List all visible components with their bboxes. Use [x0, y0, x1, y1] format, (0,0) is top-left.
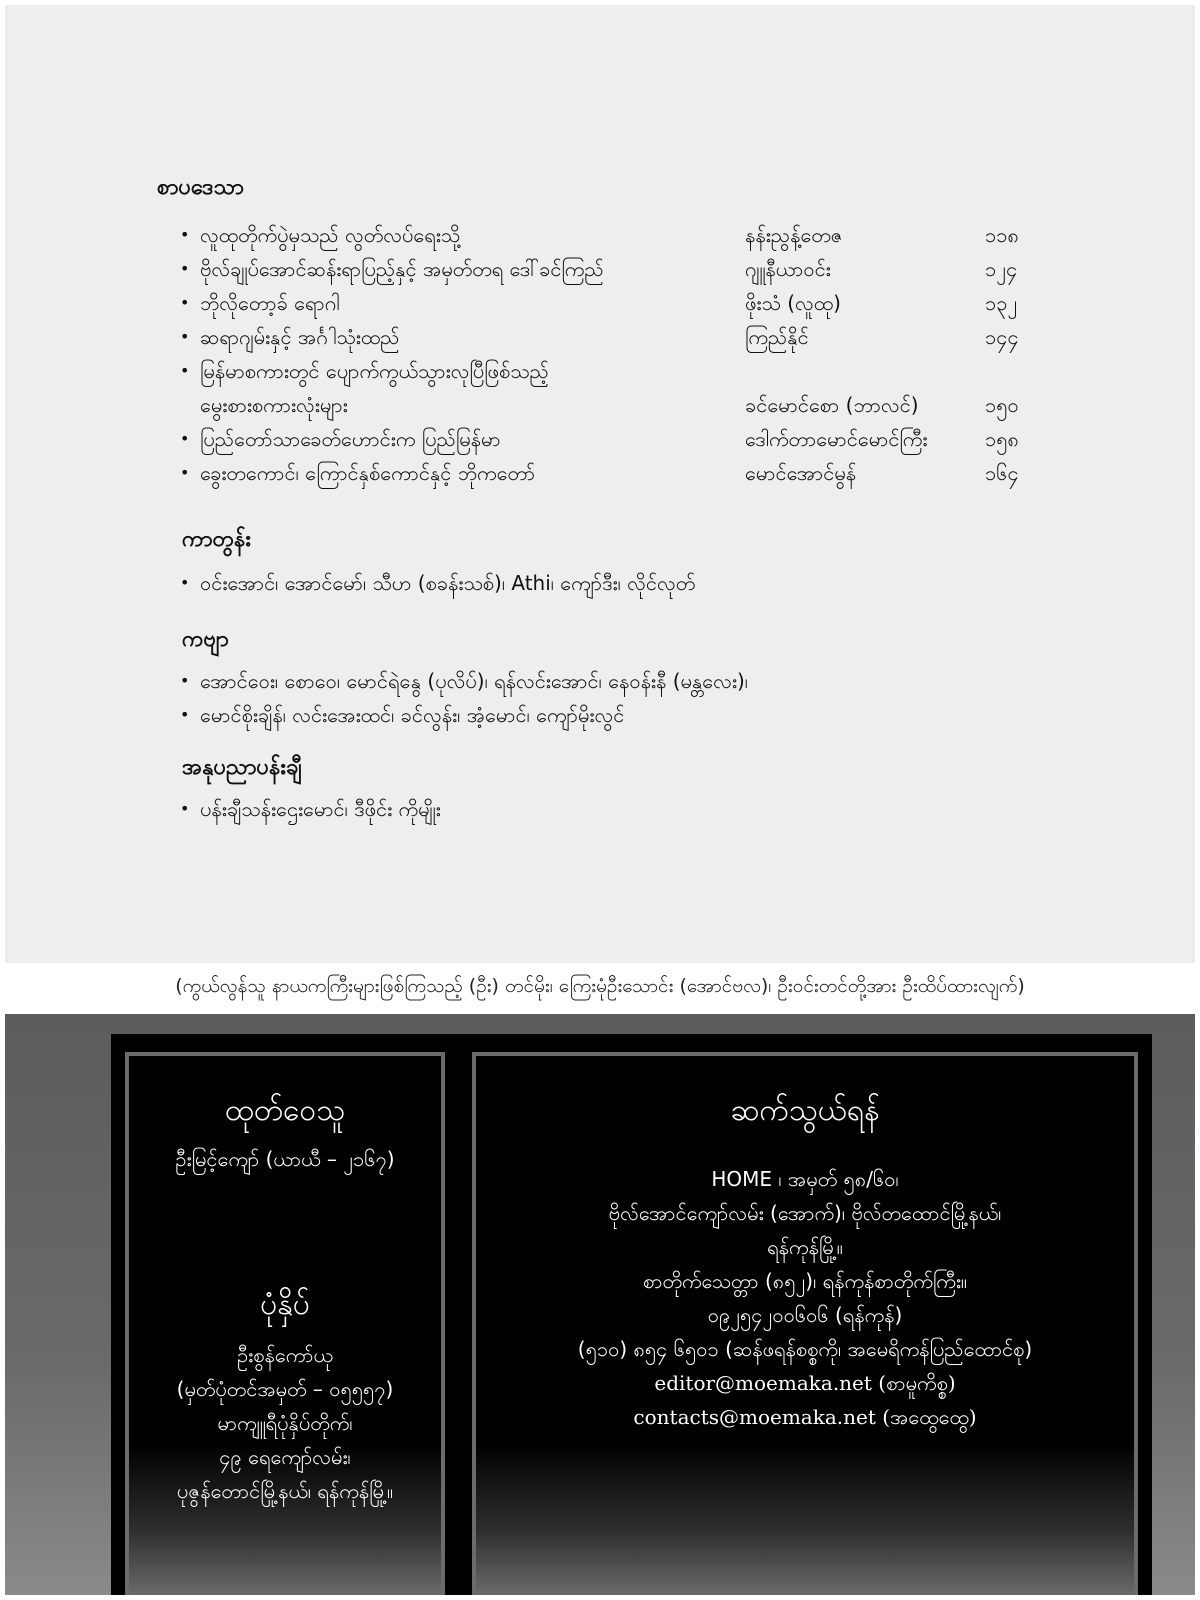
bullet: • [180, 463, 190, 482]
poems-heading: ကဗျာ [182, 627, 229, 652]
toc-author: ဂျူနီယာဝင်း [745, 257, 831, 281]
toc-row[interactable] [180, 286, 1040, 320]
bullet: • [180, 705, 190, 724]
toc-title: ဆရာဂျမ်းနှင့် အင်္ဂါသုံးထည် [200, 325, 400, 349]
bullet: • [180, 671, 190, 690]
art-heading: အနုပညာပန်းချီ [182, 755, 302, 780]
toc-title: ဗိုလ်ချုပ်အောင်ဆန်းရာပြည့်နှင့် အမှတ်တရ ဒေါ်ခင်ကြည် [200, 257, 604, 281]
credits-panel [5, 1014, 1195, 1595]
contact-line: (၅၁၀) ၈၅၄ ၆၅၀၁ (ဆန်ဖရန်စစ္စကို၊ အမေရိကန်ပြည်ထောင်စု) [577, 1337, 1033, 1361]
bullet: • [180, 259, 190, 278]
cartoonists: ဝင်းအောင်၊ အောင်မော်၊ သီဟ (စခန်းသစ်)၊ Athi၊ ကျော်ဒီး၊ လိုင်လုတ် [200, 571, 696, 595]
toc-page-number: ၁၂၄ [985, 257, 1018, 281]
bullet: • [180, 799, 190, 818]
toc-row[interactable] [180, 252, 1040, 286]
toc-row[interactable] [180, 422, 1040, 456]
poets: မောင်စိုးချိန်၊ လင်းအေးထင်၊ ခင်လွန်း၊ အံ့မောင်၊ ကျော်မိုးလွင် [200, 703, 625, 727]
publisher-heading: ထုတ်ဝေသူ [224, 1093, 346, 1128]
cartoons-list [180, 566, 1080, 600]
contacts-email-link[interactable]: contacts@moemaka.net (အထွေထွေ) [633, 1405, 977, 1429]
contact-heading: ဆက်သွယ်ရန် [730, 1093, 880, 1128]
publisher-box-frame [125, 1052, 445, 1595]
bullet: • [180, 361, 190, 380]
publisher-name: ဦးမြင့်ကျော် (ယာယီ – ၂၁၆၇) [175, 1147, 395, 1171]
contact-line: HOME ၊ အမှတ် ၅၈/၆၀၊ [711, 1167, 899, 1191]
editor-email-link[interactable]: editor@moemaka.net (စာမူကိစ္စ) [654, 1371, 956, 1395]
toc-title: ဘိုလိုတော့ခ် ရောဂါ [200, 291, 340, 315]
toc-page-number: ၁၄၄ [985, 325, 1019, 349]
toc-author: ဒေါက်တာမောင်မောင်ကြီး [745, 427, 928, 451]
toc-row[interactable] [180, 354, 1040, 388]
toc-row[interactable] [180, 218, 1040, 252]
printer-heading: ပုံနှိပ် [260, 1287, 310, 1322]
contact-line: ရန်ကုန်မြို့။ [767, 1235, 843, 1259]
toc-title: ပြည်တော်သာခေတ်ဟောင်းက ပြည်မြန်မာ [200, 427, 501, 451]
memorial-caption: (ကွယ်လွန်သူ နာယကကြီးများဖြစ်ကြသည့် (ဦး) တင်မိုး၊ ကြေးမုံဦးသောင်း (အောင်ဗလ)၊ ဦးဝင်းတင်တို့အား ဦးထိပ်ထားလျက်) [0, 963, 1200, 1009]
list-item [180, 566, 1080, 600]
list-item [180, 792, 1080, 826]
bullet: • [180, 293, 190, 312]
poets: အောင်ဝေး၊ စောဝေ၊ မောင်ရဲနွေ (ပုလိပ်)၊ ရန်လင်းအောင်၊ နေဝန်းနီ (မန္တလေး)၊ [200, 669, 748, 693]
toc-row[interactable] [180, 456, 1040, 490]
toc-page-number: ၁၅၈ [985, 427, 1019, 451]
printer-line: ဦးစွန်ကော်ယု [237, 1343, 333, 1367]
printer-line: (မှတ်ပုံတင်အမှတ် – ၀၅၅၅၇) [176, 1377, 394, 1401]
printer-line: မာကျူရီပုံနှိပ်တိုက်၊ [217, 1411, 353, 1435]
bullet: • [180, 573, 190, 592]
cartoons-heading: ကာတွန်း [182, 527, 251, 552]
list-item [180, 664, 1080, 698]
toc-row-continuation[interactable] [180, 388, 1040, 422]
contact-line: စာတိုက်သေတ္တာ (၈၅၂)၊ ရန်ကုန်စာတိုက်ကြီး။ [643, 1269, 967, 1293]
printer-line: ပုဇွန်တောင်မြို့နယ်၊ ရန်ကုန်မြို့။ [176, 1479, 394, 1503]
toc-author: နန်းညွန့်တေဇ [745, 223, 843, 247]
contact-box [458, 1034, 1152, 1595]
toc-title: မွေးစားစကားလုံးများ [200, 393, 348, 417]
publisher-box [111, 1034, 459, 1595]
toc-page-number: ၁၁၈ [985, 223, 1019, 247]
toc-page-number: ၁၃၂ [985, 291, 1018, 315]
toc-page-number: ၁၆၄ [985, 461, 1019, 485]
printer-line: ၄၉ ရေကျော်လမ်း၊ [219, 1445, 351, 1469]
poems-list [180, 664, 1080, 732]
contact-line: ၀၉၂၅၄၂၀၀၆၀၆ (ရန်ကုန်) [707, 1303, 903, 1327]
artists: ပန်းချီသန်းဌေးမောင်၊ ဒီဖိုင်း ကိုမျိုး [200, 797, 441, 821]
bullet: • [180, 429, 190, 448]
toc-author: ကြည်နိုင် [745, 325, 809, 349]
toc-heading: စာပဒေသာ [157, 175, 244, 200]
toc-title: မြန်မာစကားတွင် ပျောက်ကွယ်သွားလုပြီဖြစ်သည့် [200, 359, 549, 383]
toc-title: လူထုတိုက်ပွဲမှသည် လွတ်လပ်ရေးသို့ [200, 223, 461, 247]
toc-list [180, 218, 1040, 490]
toc-author: မောင်အောင်မွန် [745, 461, 857, 485]
toc-row[interactable] [180, 320, 1040, 354]
bullet: • [180, 225, 190, 244]
toc-author: ဖိုးသံ (လူထု) [745, 291, 841, 315]
toc-author: ခင်မောင်စော (ဘာလင်) [745, 393, 919, 417]
list-item [180, 698, 1080, 732]
toc-page-number: ၁၅၀ [985, 393, 1019, 417]
contact-line: ဗိုလ်အောင်ကျော်လမ်း (အောက်)၊ ဗိုလ်တထောင်မြို့နယ်၊ [608, 1201, 1002, 1225]
toc-title: ခွေးတကောင်၊ ကြောင်နှစ်ကောင်နှင့် ဘိုကတော် [200, 461, 536, 485]
contact-box-frame [472, 1052, 1138, 1595]
bullet: • [180, 327, 190, 346]
art-list [180, 792, 1080, 826]
